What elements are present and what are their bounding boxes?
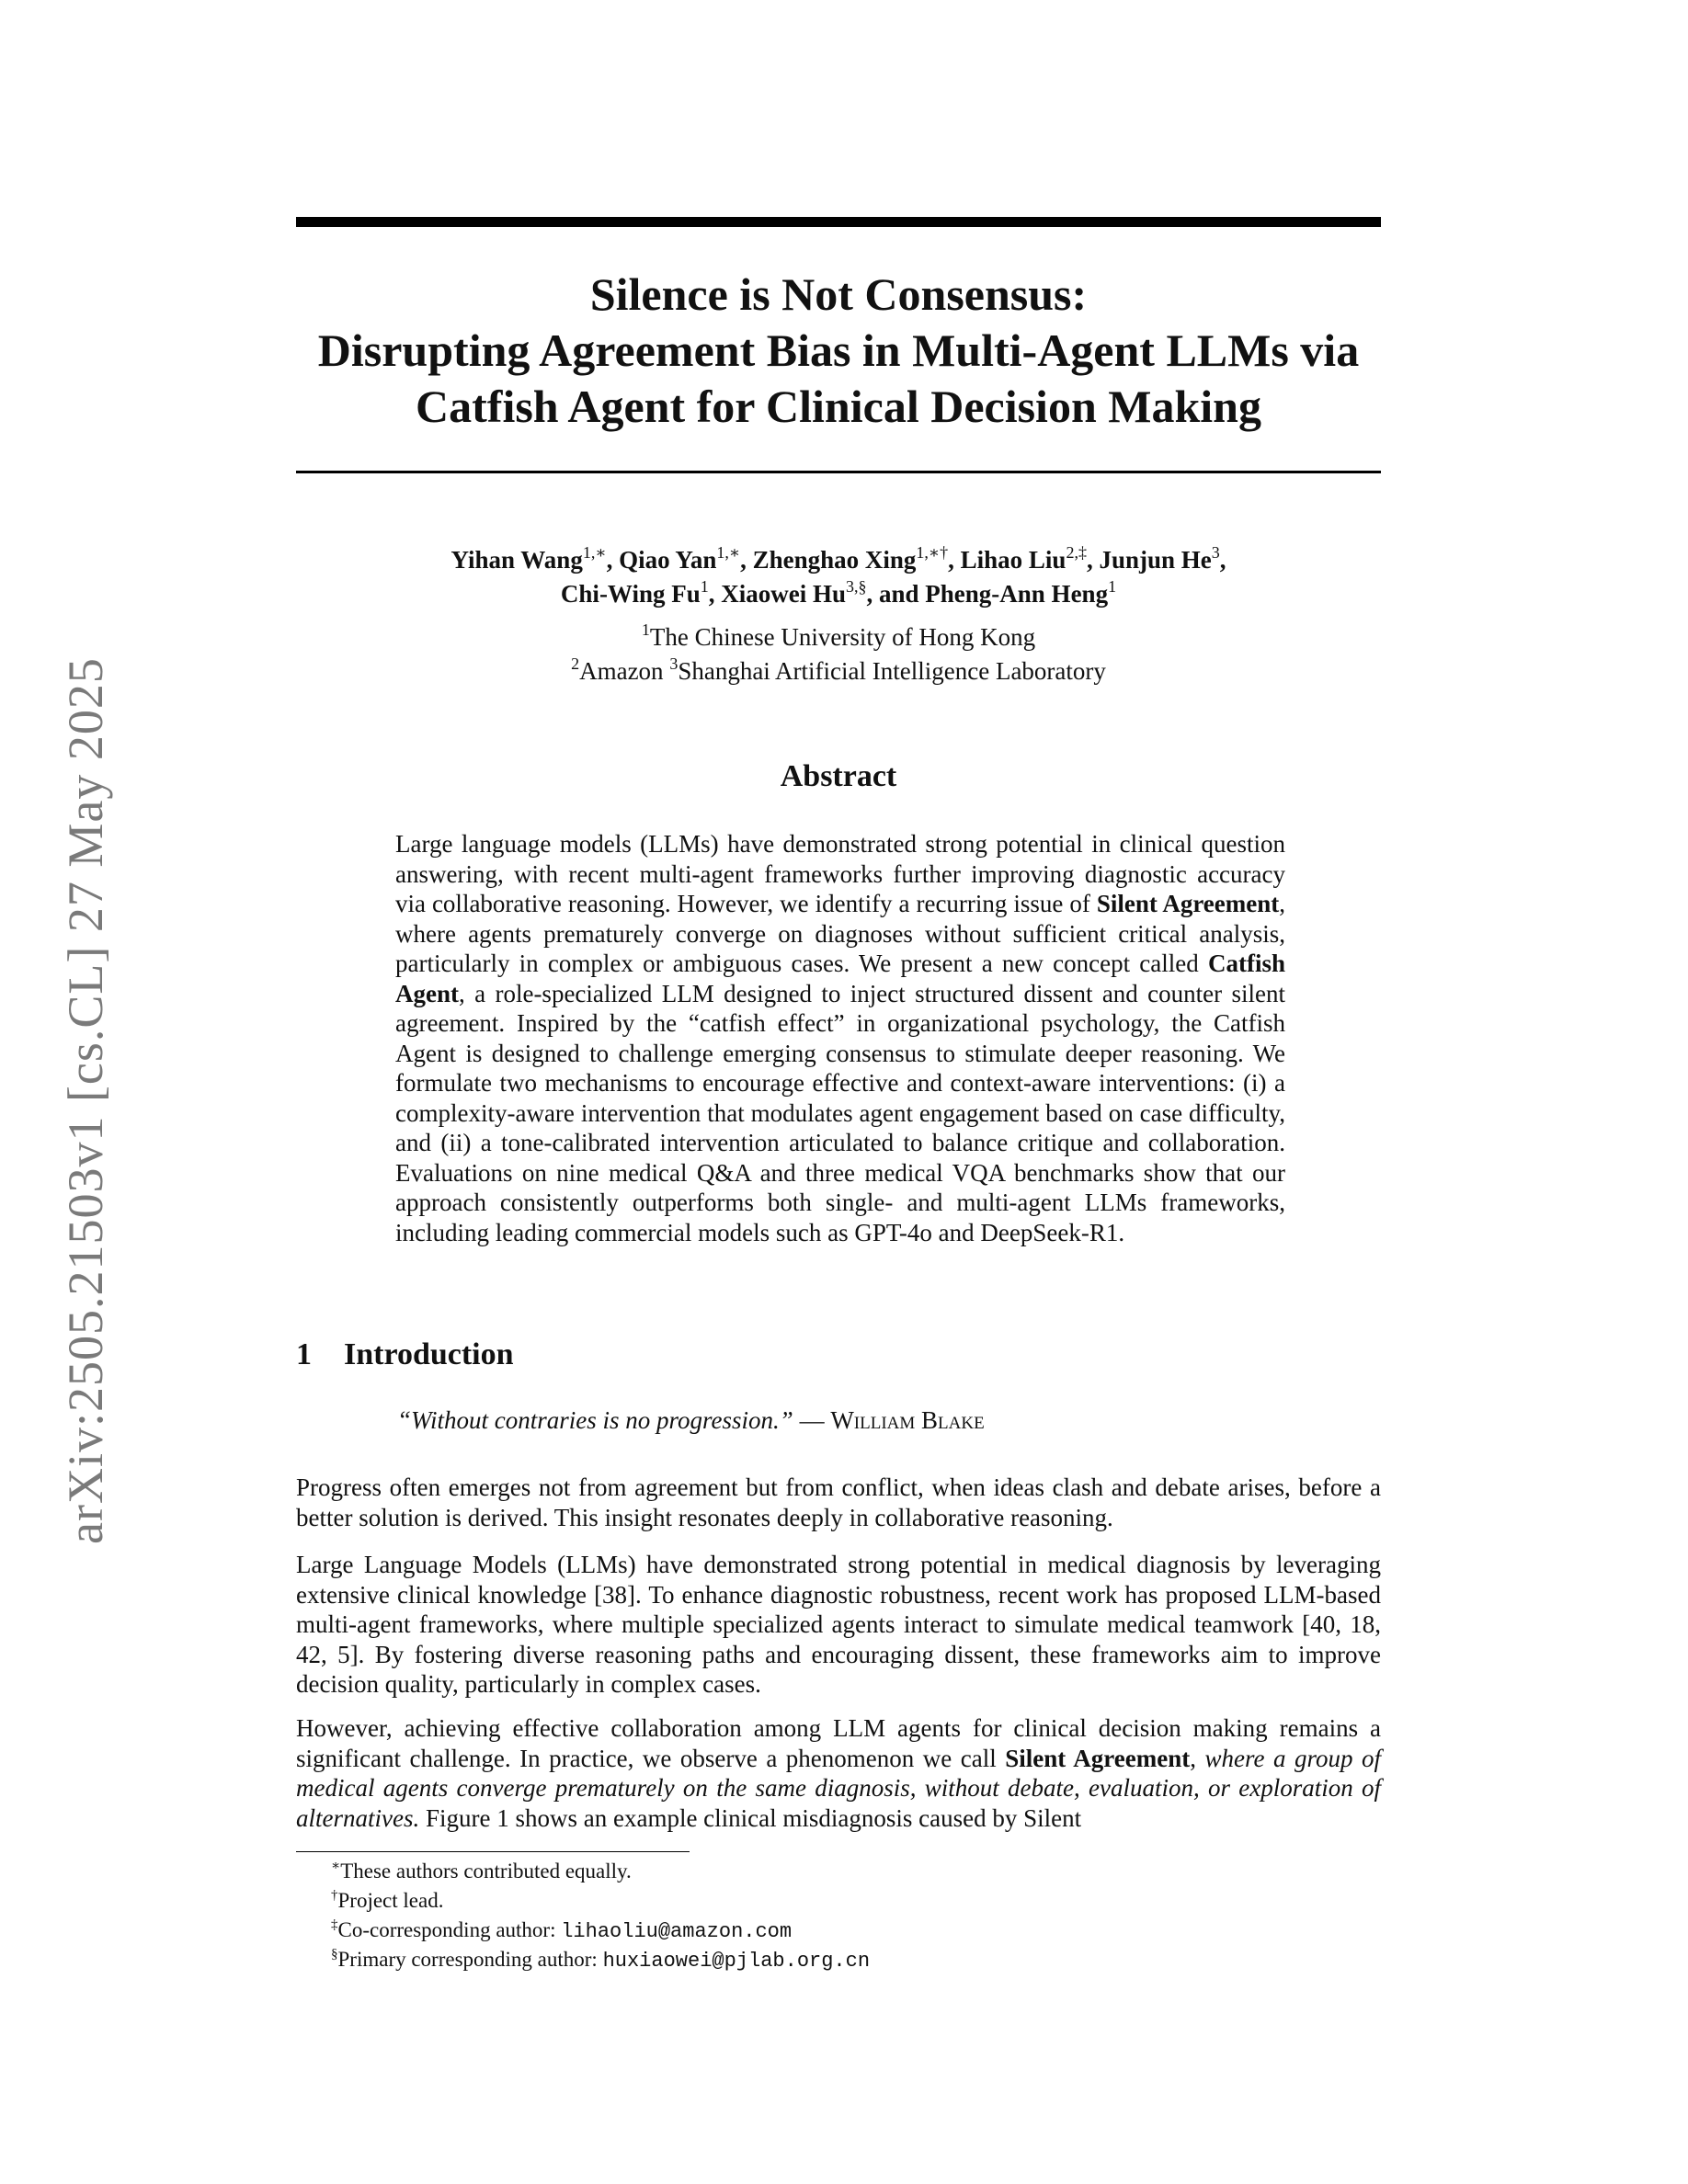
abstract-emphasis: Catfish Agent xyxy=(395,950,1285,1007)
title-bottom-rule xyxy=(296,471,1381,473)
footnote-1 xyxy=(331,1857,632,1889)
author-name: Qiao Yan xyxy=(619,546,717,574)
epigraph-author: William Blake xyxy=(830,1406,985,1434)
author-affil-mark: 2,‡ xyxy=(1066,543,1087,562)
title-line-2: Disrupting Agreement Bias in Multi-Agent LLMs via xyxy=(317,324,1360,376)
affil-mark: 2 xyxy=(571,654,580,673)
footnote-text: These authors contributed equally. xyxy=(340,1860,632,1883)
epigraph-quote: “Without contraries is no progression.” xyxy=(397,1406,793,1434)
footnote-2 xyxy=(331,1886,443,1918)
footnote-mark: ‡ xyxy=(331,1917,338,1932)
author-affil-mark: 1,∗† xyxy=(916,543,949,562)
abstract-text: , a role-specialized LLM designed to inject structured dissent and counter silent agreement. Inspired by the “catfish effect” in organizational psychology, the Catfish Agent is designed to challenge emerging consensus to stimulate deeper reasoning. We formulate two mechanisms to encourage effective and context-aware interventions: (i) a complexity-aware intervention that modulates agent engagement based on case difficulty, and (ii) a tone-calibrated intervention articulated to balance critique and collaboration. Evaluations on nine medical Q&A and three medical VQA benchmarks show that our approach consistently outperforms both single- and multi-agent LLMs frameworks, including leading commercial models such as GPT-4o and DeepSeek-R1. xyxy=(395,979,1285,1246)
abstract-body xyxy=(395,829,1285,1247)
footnote-text: Project lead. xyxy=(337,1889,444,1912)
abstract-heading: Abstract xyxy=(780,759,897,793)
abstract-text: Large language models (LLMs) have demonstrated strong potential in clinical question answering, with recent multi-agent frameworks further improving diagnostic accuracy via collaborative reasoning. However, we identify a recurring issue of xyxy=(395,830,1285,917)
section-heading xyxy=(296,1337,514,1372)
author-name: Lihao Liu xyxy=(960,546,1066,574)
paper-title xyxy=(296,267,1381,435)
affiliation-name: Amazon xyxy=(579,657,664,685)
affil-mark: 3 xyxy=(669,654,679,673)
title-top-rule xyxy=(296,217,1381,227)
section-title: Introduction xyxy=(344,1337,514,1371)
paragraph-2: Large Language Models (LLMs) have demonstrated strong potential in medical diagnosis by leveraging extensive clinical knowledge [38]. To enhance diagnostic robustness, recent work has proposed LLM-based multi-agent frameworks, where multiple specialized agents interact to simulate medical teamwork [40, 18, 42, 5]. By fostering diverse reasoning paths and encouraging dissent, these frameworks aim to improve decision quality, particularly in complex cases. xyxy=(296,1551,1381,1698)
email-link[interactable]: huxiaowei@pjlab.org.cn xyxy=(602,1950,871,1973)
author-affil-mark: 1,∗ xyxy=(582,543,607,562)
footnote-4 xyxy=(331,1945,870,1977)
paragraph-3 xyxy=(296,1713,1381,1833)
paragraph-text: , xyxy=(1190,1744,1205,1772)
paragraph-emphasis: Silent Agreement xyxy=(1005,1744,1191,1772)
section-number: 1 xyxy=(296,1337,312,1371)
epigraph xyxy=(397,1406,985,1435)
footnote-mark: † xyxy=(331,1888,338,1903)
footnote-text: Co-corresponding author: xyxy=(337,1918,562,1941)
footnote-3 xyxy=(331,1916,792,1948)
author-line-2: Chi-Wing Fu$^1$, Xiaowei $Hu^{3,\S}$, and Pheng-Ann Heng$^1$ xyxy=(560,577,1117,608)
affiliation-name: Shanghai Artificial Intelligence Laboratory xyxy=(678,657,1106,685)
affiliation-line-1 xyxy=(296,621,1381,655)
affiliations xyxy=(296,621,1381,689)
author-name: Zhenghao Xing xyxy=(752,546,917,574)
author-line-1: Yihan Wang$^{1,∗}$, Qiao Yan$^{1,∗}$, Zhenghao Xing$^{1,∗\dagger}$, Lihao Liu$^{2,\ddagger}$, Junjun He$^3$, xyxy=(451,543,1226,574)
footnote-mark: § xyxy=(331,1947,338,1962)
author-and: and xyxy=(878,580,919,608)
footnote-mark: ∗ xyxy=(331,1859,341,1873)
abstract-emphasis: Silent Agreement xyxy=(1096,890,1280,917)
footnote-rule xyxy=(296,1851,690,1852)
author-name: Yihan Wang xyxy=(451,546,583,574)
author-name: Chi-Wing Fu xyxy=(560,580,701,608)
epigraph-dash: — xyxy=(793,1406,831,1434)
affil-mark: 1 xyxy=(641,620,650,639)
affiliation-name: The Chinese University of Hong Kong xyxy=(649,623,1036,651)
paragraph-1: Progress often emerges not from agreement but from conflict, when ideas clash and debate arises, before a better solution is derived. This insight resonates deeply in collaborative reasoning. xyxy=(296,1473,1381,1531)
author-affil-mark: 3,§ xyxy=(845,577,867,596)
author-name: Junjun He xyxy=(1099,546,1212,574)
arxiv-stamp: arXiv:2505.21503v1 [cs.CL] 27 May 2025 xyxy=(58,657,113,1544)
paragraph-text: Figure 1 shows an example clinical misdiagnosis caused by Silent xyxy=(419,1803,1082,1832)
paragraph-italic: where a group of medical agents converge prematurely on the same diagnosis, without debate, evaluation, or exploration of alternatives. xyxy=(296,1744,1382,1832)
affiliation-line-2 xyxy=(296,655,1381,689)
email-link[interactable]: lihaoliu@amazon.com xyxy=(561,1920,793,1943)
abstract-text: , where agents prematurely converge on diagnoses without sufficient critical analysis, particularly in complex or ambiguous cases. We present a new concept called xyxy=(395,890,1286,977)
author-name: Pheng-Ann Heng xyxy=(925,580,1109,608)
footnote-text: Primary corresponding author: xyxy=(337,1948,603,1971)
author-affil-mark: 1,∗ xyxy=(716,543,741,562)
author-affil-mark: 3 xyxy=(1211,543,1220,562)
author-affil-mark: 1 xyxy=(1108,577,1117,596)
author-name: Xiaowei Hu xyxy=(721,580,846,608)
paragraph-text: However, achieving effective collaboration among LLM agents for clinical decision making remains a significant challenge. In practice, we observe a phenomenon we call xyxy=(296,1714,1381,1772)
author-list xyxy=(296,544,1381,612)
title-line-1: Silence is Not Consensus: xyxy=(589,268,1088,320)
author-affil-mark: 1 xyxy=(700,577,709,596)
title-line-3: Catfish Agent for Clinical Decision Making xyxy=(416,381,1261,432)
